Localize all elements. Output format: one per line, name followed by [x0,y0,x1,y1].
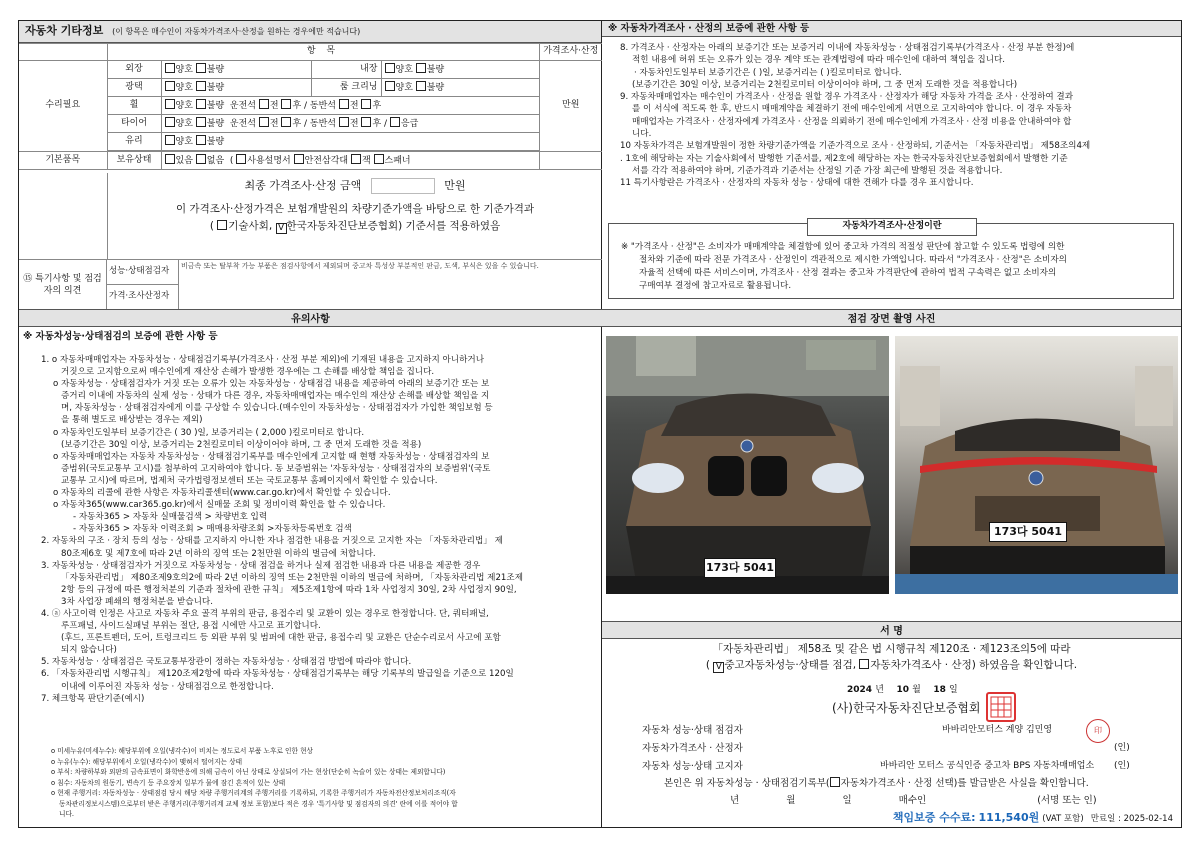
final-price-line: 최종 가격조사·산정 금액 만원 [244,179,466,192]
jack-checkbox[interactable] [351,154,361,164]
triangle-checkbox[interactable] [294,154,304,164]
tire-label: 타이어 [107,115,161,133]
association-name: (사)한국자동차진단보증협회 [832,701,981,715]
gloss-good-checkbox[interactable] [165,81,175,91]
notice-line: o 자동차성능 · 상태점검자가 거짓 또는 오류가 있는 자동차성능 · 상태점검 내용을 제공하여 아래의 보증기간 또는 보 [53,379,490,390]
left-column [19,21,602,827]
etc-title: 자동차 기타정보 [25,24,104,37]
possession-none-checkbox[interactable] [196,154,206,164]
performance-check-checkbox[interactable]: V [713,662,724,673]
notice-line: 2항 등의 규정에 따른 행정처분의 기준과 절차에 관한 규칙」 제5조제1항에 따라 1차 사업정지 30일, 2차 사업정지 90일, [61,584,517,595]
price-warranty-line: 를 이 서식에 적도록 한 후, 반드시 매매계약을 체결하기 전에 매수인에게 서면으로 고지하여야 합니다. 이 경우 자동차 [632,104,1072,115]
repair-won-label: 만원 [539,61,602,152]
criteria-line: 니다. [59,810,75,818]
expiry-date: 만료일 : 2025-02-14 [1090,814,1173,824]
interior-label: 내장 [311,61,381,79]
basic-group-label: 기본품목 [19,152,107,170]
gloss-bad-checkbox[interactable] [196,81,206,91]
notice-line: 6. 「자동차관리법 시행규칙」 제120조제2항에 따라 자동차성능 · 상태점검기록부는 해당 기록부의 발급일을 기준으로 120일 [41,669,514,680]
tire-good-checkbox[interactable] [165,117,175,127]
gloss-label: 광택 [107,79,161,97]
notice-line: o 자동차인도일부터 보증기간은 ( 30 )일, 보증거리는 ( 2,000 )킬로미터로 합니다. [53,427,365,438]
price-header: 가격조사·산정 [539,44,602,61]
criteria-list [51,746,597,820]
price-warranty-line: 니다. [632,129,652,140]
notice-line: 증범위(국토교통부 고시)를 첨부하여 고지하여야 합니다. 동 보증범위는 '자동차성능 · 상태점검자의 보증범위'(국토 [61,463,491,474]
sign-date: 2024 년 10 월 18 일 [847,685,958,695]
tire-passenger-rear-checkbox[interactable] [361,117,371,127]
tire-driver-rear-checkbox[interactable] [281,117,291,127]
notice-line: 5. 자동차성능 · 상태점검은 국토교통부장관이 정하는 자동차성능 · 상태점검 방법에 따라야 합니다. [41,657,412,668]
receipt-date-line: 년 월 일 매수인 (서명 또는 인) [730,795,1097,806]
notice-line: 며, 자동차성능 · 상태점검자에게 이를 구상할 수 있습니다.(매수인이 자동차성능 · 상태점검자가 가입한 책임보험 등 [61,403,493,414]
notice-line: - 자동차365 > 자동차 이력조회 > 매매용차량조회 >자동차등록번호 검색 [73,524,352,535]
car-rear-drawing [895,336,1178,594]
rear-plate: 173다 5041 [989,522,1067,542]
receipt-price-checkbox[interactable] [830,777,840,787]
criteria-line: o 부식: 차량하부와 외판의 금속표면이 화학반응에 의해 금속이 아닌 상태로 상실되어 가는 현상(단순히 녹슬어 있는 상태는 제외합니다) [51,768,446,776]
notice-line: 되지 않습니다) [61,645,117,656]
etc-info-table [19,43,602,170]
seal-pattern [988,694,1014,720]
gloss-options: 양호 불량 [161,79,311,97]
possession-have-checkbox[interactable] [165,154,175,164]
final-price-input[interactable] [371,178,435,194]
price-check-checkbox[interactable] [859,659,869,669]
price-inspector-label: 가격·조사산정자 [107,285,179,310]
inspection-record-page [18,20,1182,828]
notice-line: 4. ⓐ 사고이력 인정은 사고로 자동차 주요 골격 부위의 판금, 용접수리 및 교환이 있는 경우로 한정합니다. 단, 쿼터패널, [41,608,489,619]
notice-line: 루프패널, 사이드실패널 부위는 절단, 용접 시에만 사고로 표기합니다. [61,621,321,632]
interior-bad-checkbox[interactable] [416,63,426,73]
fee-line [893,811,1173,825]
repair-group-label: 수리필요 [19,61,107,152]
price-definition-line: 절차와 기준에 따라 전문 가격조사 · 산정인이 객관적으로 제시한 가액입니다. 따라서 "가격조사 · 산정"은 소비자의 [639,255,1067,265]
exterior-good-checkbox[interactable] [165,63,175,73]
tire-passenger-front-checkbox[interactable] [339,117,349,127]
criteria-line: o 침수: 자동차의 원동기, 변속기 등 주요장치 일부가 물에 잠긴 흔적이 있는 상태 [51,778,286,787]
notice-line: (후드, 프론트펜더, 도어, 트렁크리드 등 외판 부위 및 범퍼에 대한 판금, 용접수리 및 교환은 단순수리로서 사고에 포함 [61,633,501,644]
right-column [602,21,1181,827]
front-plate: 173다 5041 [704,558,776,578]
wheel-options: 양호 불량 운전석 전 후 / 동반석 전 후 [161,97,539,115]
price-definition-line: 구매여부 결정에 참고자료로 활용됩니다. [639,281,792,291]
basis-line-2: ( 기술사회, V 한국자동차진단보증협회) 기준서를 적용하였음 [209,219,501,233]
car-front-drawing [606,336,889,594]
price-warranty-line: 10 자동차가격은 보험개발원이 정한 차량기준가액을 기준가격으로 조사 · 산정하되, 기준서는 「자동차관리법」 제58조의4제 [620,141,1091,152]
perf-inspector-label: 성능·상태점검자 [107,260,179,285]
notice-header: 유의사항 [19,309,602,327]
wheel-driver-front-checkbox[interactable] [259,99,269,109]
wheel-driver-rear-checkbox[interactable] [281,99,291,109]
notice-line: 2. 자동차의 구조 · 장치 등의 성능 · 상태를 고지하지 아니한 자나 점검한 내용을 거짓으로 고지한 자는 「자동차관리법」 제 [41,536,503,547]
sign-law-text: 「자동차관리법」 제58조 및 같은 법 시행규칙 제120조 · 제123조의5에 따라 [712,643,1071,655]
perf-inspector-opinion: 비금속 또는 탈부착 가능 부품은 점검사항에서 제외되며 중고차 특성상 부분적인 판금, 도색, 부식은 있을 수 있습니다. [181,262,539,270]
item-header: 항 목 [107,44,539,61]
room-cleaning-label: 룸 크리닝 [311,79,381,97]
notice-line: 거짓으로 고지함으로써 매수인에게 재산상 손해가 발생한 경우에는 그 손해를 배상할 책임을 집니다. [61,367,435,378]
price-definition-line: ※ "가격조사 · 산정"은 소비자가 매매계약을 체결함에 있어 중고차 가격의 적절성 판단에 참고할 수 있도록 법령에 의한 [621,242,1065,252]
wheel-passenger-front-checkbox[interactable] [339,99,349,109]
possession-label: 보유상태 [107,152,161,170]
price-definition-line: 자율적 선택에 따른 서비스이며, 가격조사 · 산정 결과는 중고차 가격판단에 관하여 법적 구속력은 없고 소비자의 [639,268,1057,278]
manual-checkbox[interactable] [236,154,246,164]
exterior-options: 양호 불량 [161,61,311,79]
notice-list [41,354,596,705]
room-good-checkbox[interactable] [385,81,395,91]
price-warranty-list [620,42,1176,190]
price-warranty-line: 9. 자동차매매업자는 매수인이 가격조사 · 산정을 원할 경우 가격조사 · 산정자가 해당 자동차 가격을 조사 · 산정하여 결과 [620,92,1074,103]
kadwa-checkbox[interactable]: V [276,223,287,234]
price-warranty-line: 8. 가격조사 · 산정자는 아래의 보증기간 또는 보증거리 이내에 자동차성능 · 상태점검기록부(가격조사 · 산정 부분 한정)에 [620,43,1075,53]
glass-good-checkbox[interactable] [165,135,175,145]
photo-header: 점검 장면 촬영 사진 [602,309,1181,327]
notice-line: 3. 자동차성능 · 상태점검자가 거짓으로 자동차성능 · 상태 점검을 하거나 실제 점검한 내용과 다른 내용을 제공한 경우 [41,560,481,571]
fee-label: 책임보증 수수료: [892,811,976,824]
wheel-bad-checkbox[interactable] [196,99,206,109]
glass-bad-checkbox[interactable] [196,135,206,145]
spanner-checkbox[interactable] [374,154,384,164]
inspector-seal: 印 [1086,719,1110,743]
notice-line: 을 통해 별도로 배상받는 경우는 제외) [61,415,203,426]
final-price-area [107,173,602,259]
price-warranty-title: ※ 자동차가격조사 · 산정의 보증에 관한 사항 등 [602,21,1181,37]
special-notes-label: ⑮ 특기사항 및 점검자의 의견 [19,260,107,310]
criteria-line: o 미세누유(미세누수): 해당부위에 오일(냉각수)이 비치는 정도로서 부품 노후로 인한 현상 [51,747,314,755]
special-notes [19,259,602,309]
inspector-label: 자동차 성능·상태 점검자 [642,725,743,736]
exterior-label: 외장 [107,61,161,79]
price-definition-title: 자동차가격조사·산정이란 [807,218,977,236]
receipt-line: 본인은 위 자동차성능 · 상태점검기록부( 자동차가격조사 · 산정 선택)를 발급받은 사실을 확인합니다. [664,778,1089,789]
notice-line: o 자동차365(www.car365.go.kr)에서 실매물 조회 및 정비이력 확인을 할 수 있습니다. [53,500,386,511]
buyer-sign: (서명 또는 인) [1037,795,1097,806]
fee-value: 111,540원 [978,811,1040,824]
wheel-passenger-rear-checkbox[interactable] [361,99,371,109]
price-warranty-line: . 1호에 해당하는 자는 기술사회에서 발행한 기준서를, 제2호에 해당하는 자는 한국자동차진단보증협회에서 발행한 기준 [620,153,1068,164]
basis-line-1: 이 가격조사·산정가격은 보험개발원의 차량기준가액을 바탕으로 한 기준가격과 [175,203,535,215]
price-warranty-line: 적힌 내용에 허위 또는 오류가 있는 경우 계약 또는 관계법령에 따라 매수인에 대하여 책임을 집니다. [632,55,1006,66]
notice-line: 7. 체크항목 판단기준(예시) [41,693,145,704]
notice-line: - 자동차365 > 자동차 실매물검색 > 차량번호 입력 [73,512,268,523]
notifier-value: 바바리안 모터스 공식인증 중고차 BPS 자동차매매업소 [880,761,1095,771]
price-definition-box [608,223,1174,299]
interior-good-checkbox[interactable] [385,63,395,73]
notice-line: 교통부 고시)에 따르며, 법제처 국가법령정보센터 또는 국토교통부 홈페이지에서 확인할 수 있습니다. [61,475,438,486]
criteria-line: o 누유(누수): 해당부위에서 오일(냉각수)이 맺혀서 떨어지는 상태 [51,757,243,766]
interior-options: 양호 불량 [381,61,539,79]
tech-society-checkbox[interactable] [217,220,227,230]
notice-line: 증거리 이내에 자동차의 실제 성능 · 상태가 다른 경우, 자동차매매업자는 매수인의 재산상 손해를 배상할 책임을 지 [61,391,490,402]
notice-line: 3차 사업장 폐쇄의 행정처분을 받습니다. [61,596,213,607]
possession-options: 있음 없음 ( 사용설명서 안전삼각대 잭 스패너 [161,152,539,170]
inspector-value: 바바리안모터스 계양 김민영 [942,725,1053,735]
glass-options: 양호 불량 [161,133,539,151]
notifier-label: 자동차 성능·상태 고지자 [642,761,743,772]
price-warranty-line: (보증기간은 30일 이상, 보증거리는 2천킬로미터 이상이어야 하며, 그 중 먼저 도래한 것을 적용합니다) [632,79,1018,90]
etc-info-header [19,21,601,43]
room-bad-checkbox[interactable] [416,81,426,91]
criteria-line: 동차관리정보시스템)으로부터 받은 주행거리(주행거리계 교체 정보 포함)보다 적은 경우 '특기사항 및 점검자의 의견' 란에 이를 적어야 합 [59,799,458,808]
tire-driver-front-checkbox[interactable] [259,117,269,127]
notice-line: 이내에 이루어진 자동차 성능 · 상태점검으로 한정합니다. [61,681,274,692]
price-definition-text [621,241,1171,293]
tire-emergency-checkbox[interactable] [390,117,400,127]
price-warranty-line: 서를 각각 적용하여야 하며, 기준가격과 기준서는 산정일 기준 가장 최근에 발행된 것을 적용합니다. [632,165,1003,176]
pricer-label: 자동차가격조사 · 산정자 [642,743,743,754]
notice-line: o 자동차매매업자는 자동차 자동차성능 · 상태점검기록부를 매수인에게 고지할 때 현행 자동차성능 · 상태점검자의 보 [53,451,490,462]
exterior-bad-checkbox[interactable] [196,63,206,73]
notice-line: 1. o 자동차매매업자는 자동차성능 · 상태점검기록부(가격조사 · 산정 부분 제외)에 기재된 내용을 고지하지 아니하거나 [41,355,485,365]
price-warranty-line: 11 특기사항란은 가격조사 · 산정자의 자동차 성능 · 상태에 대한 견해가 다를 경우 표시합니다. [620,178,974,189]
front-photo [606,336,889,594]
fee-vat: (VAT 포함) [1042,814,1084,824]
price-warranty-line: 매매업자는 가격조사 · 산정자에게 가격조사 · 산정을 의뢰하기 전에 매수인에게 가격조사 · 산정 비용을 안내하여야 합 [632,116,1072,127]
notifier-seal: (인) [1114,761,1130,771]
sign-check-line: ( V 중고자동차성능·상태를 점검, 자동차가격조사 · 산정) 하였음을 확인합니다. [705,659,1078,672]
pricer-seal: (인) [1114,743,1130,753]
wheel-label: 휠 [107,97,161,115]
notice-line: (보증기간은 30일 이상, 보증거리는 2천킬로미터 이상이어야 하며, 그 중 먼저 도래한 것을 적용) [61,439,422,450]
room-options: 양호 불량 [381,79,539,97]
tire-options: 양호 불량 운전석 전 후 / 동반석 전 후 / 응급 [161,115,539,133]
glass-label: 유리 [107,133,161,151]
criteria-line: o 현재 주행거리: 자동차성능 · 상태점검 당시 해당 차량 주행거리계의 주행거리를 기록하되, 기록한 주행거리가 자동차전산정보처리조직(자 [51,789,456,797]
notice-line: o 자동차의 리콜에 관한 사항은 자동차리콜센터(www.car.go.kr)에서 확인할 수 있습니다. [53,488,391,499]
etc-note: (이 항목은 매수인이 자동차가격조사·산정을 원하는 경우에만 적습니다) [112,27,361,36]
wheel-good-checkbox[interactable] [165,99,175,109]
warranty-title: ※ 자동차성능·상태점검의 보증에 관한 사항 등 [23,331,218,342]
rear-photo [895,336,1178,594]
notice-line: 80조제6호 및 제7호에 따라 2년 이하의 징역 또는 2천만원 이하의 벌금에 처합니다. [61,548,376,559]
tire-bad-checkbox[interactable] [196,117,206,127]
association-seal [986,692,1016,722]
sign-header: 서 명 [602,621,1181,639]
price-warranty-line: · 자동차인도일부터 보증기간은 ( )일, 보증거리는 ( )킬로미터로 합니다. [634,67,902,78]
notice-line: 「자동차관리법」 제80조제9호의2에 따라 2년 이하의 징역 또는 2천만원 이하의 벌금에 처하며, 「자동차관리법 제21조제 [61,572,524,583]
